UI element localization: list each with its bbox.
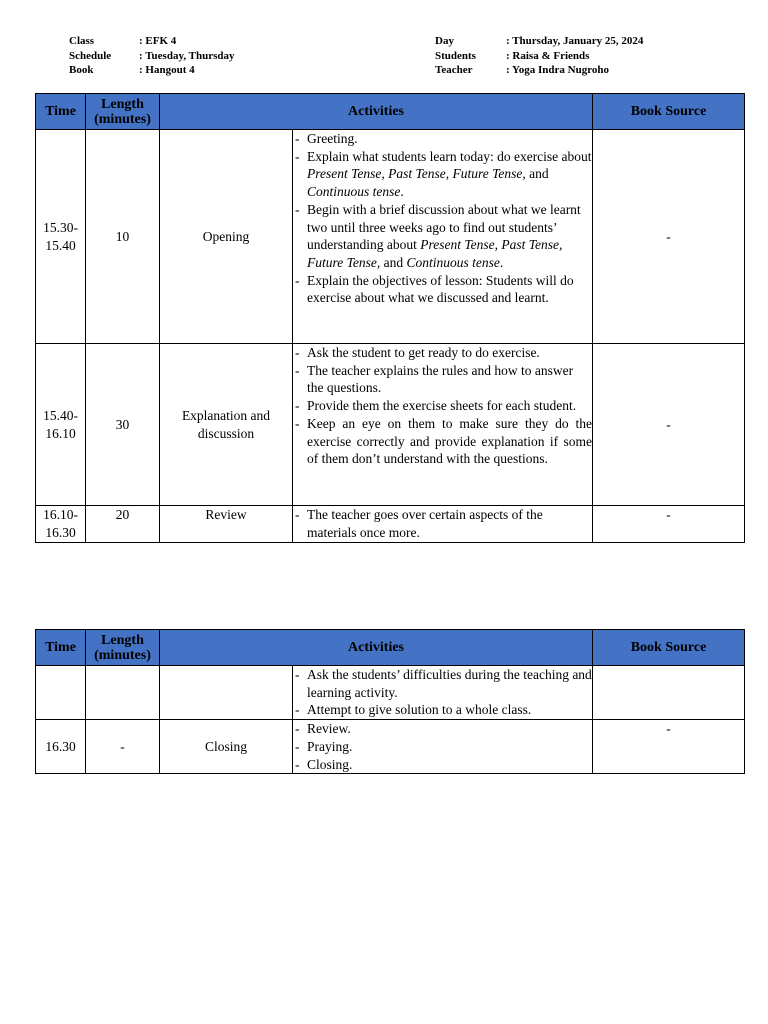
col-header-activities: Activities [160, 94, 593, 130]
info-value: : Raisa & Friends [506, 49, 590, 62]
list-item: - Attempt to give solution to a whole class. [293, 701, 592, 719]
info-row-book [69, 63, 235, 78]
book-source-cell [593, 720, 745, 774]
header-info-left [69, 34, 235, 78]
stage-line2: discussion [197, 425, 255, 441]
lesson-plan-table-2 [35, 629, 745, 774]
info-label: Book [69, 64, 94, 76]
length-cell: - [86, 720, 160, 774]
info-row-class [69, 34, 235, 49]
stage-line1: Explanation and [181, 407, 271, 423]
activities-cell [293, 666, 593, 720]
list-item: - Provide them the exercise sheets for each student. [293, 397, 592, 415]
activities-list [293, 506, 592, 541]
header-info-right [435, 34, 643, 78]
list-item: - Ask the students’ difficulties during the teaching and learning activity. [293, 666, 592, 701]
info-label: Class [69, 35, 95, 47]
list-item: - The teacher explains the rules and how to answer the questions. [293, 362, 592, 397]
info-row-teacher [435, 63, 643, 78]
col-header-length [86, 630, 160, 666]
col-header-book-source: Book Source [593, 94, 745, 130]
info-row-day [435, 34, 643, 49]
col-header-time: Time [36, 630, 86, 666]
time-cell [36, 130, 86, 344]
table-header-row [36, 94, 745, 130]
list-item: - Explain what students learn today: do exercise about Present Tense, Past Tense, Future Tense, and Continuous tense. [293, 148, 592, 201]
info-row-students [435, 49, 643, 64]
info-value: : Thursday, January 25, 2024 [506, 35, 644, 47]
col-header-length-line1: Length [101, 632, 144, 648]
table-row-explanation [36, 344, 745, 506]
col-header-length-line2: (minutes) [94, 647, 151, 663]
table-header-row [36, 630, 745, 666]
activities-list [293, 344, 592, 468]
list-item: - Begin with a brief discussion about what we learnt two until three weeks ago to find out students’ understanding about Present Tense, Past Tense, Future Tense, and Continuous tense. [293, 201, 592, 272]
table-row-continued [36, 666, 745, 720]
time-cell: 16.30 [36, 720, 86, 774]
stage-cell: Review [160, 506, 293, 543]
length-cell [86, 666, 160, 720]
col-header-book-source: Book Source [593, 630, 745, 666]
time-cell [36, 344, 86, 506]
time-end: 15.40 [45, 237, 76, 253]
col-header-time: Time [36, 94, 86, 130]
list-item: - Greeting. [293, 130, 592, 148]
time-start: 15.40- [43, 407, 78, 423]
col-header-activities: Activities [160, 630, 593, 666]
list-item: - Ask the student to get ready to do exercise. [293, 344, 592, 362]
time-cell [36, 666, 86, 720]
table-row-review [36, 506, 745, 543]
info-label: Students [435, 49, 476, 62]
info-label: Schedule [69, 49, 112, 62]
book-source-cell [593, 666, 745, 720]
activities-cell [293, 720, 593, 774]
info-value: : Tuesday, Thursday [139, 49, 235, 62]
activities-cell [293, 506, 593, 543]
activities-cell [293, 130, 593, 344]
info-label: Day [435, 35, 454, 47]
stage-cell [160, 344, 293, 506]
book-source-cell: - [593, 130, 745, 344]
info-label: Teacher [435, 64, 473, 76]
col-header-length-line2: (minutes) [94, 111, 151, 127]
list-item: - Explain the objectives of lesson: Students will do exercise about what we discussed and learnt. [293, 272, 592, 307]
length-cell: 20 [86, 506, 160, 543]
book-source-value: - [666, 721, 671, 737]
col-header-length [86, 94, 160, 130]
lesson-plan-table-1 [35, 93, 745, 543]
stage-cell: Opening [160, 130, 293, 344]
info-value: : EFK 4 [139, 35, 177, 47]
stage-cell: Closing [160, 720, 293, 774]
activities-list [293, 720, 592, 773]
time-start: 16.10- [43, 507, 78, 522]
table-row-closing [36, 720, 745, 774]
list-item: - Keep an eye on them to make sure they do the exercise correctly and provide explanation if some of them don’t understand with the questions. [293, 415, 592, 468]
activities-cell [293, 344, 593, 506]
time-end: 16.10 [45, 425, 76, 441]
time-cell [36, 506, 86, 543]
time-end: 16.30 [45, 525, 76, 540]
table-row-opening [36, 130, 745, 344]
book-source-cell: - [593, 506, 745, 543]
list-item: - The teacher goes over certain aspects of the materials once more. [293, 506, 592, 541]
length-cell: 30 [86, 344, 160, 506]
list-item: - Praying. [293, 738, 592, 756]
info-value: : Yoga Indra Nugroho [506, 64, 609, 76]
activities-list [293, 666, 592, 719]
info-row-schedule [69, 49, 235, 64]
time-start: 15.30- [43, 219, 78, 235]
col-header-length-line1: Length [101, 96, 144, 112]
info-value: : Hangout 4 [139, 64, 195, 76]
stage-cell [160, 666, 293, 720]
length-cell: 10 [86, 130, 160, 344]
activities-list [293, 130, 592, 307]
list-item: - Review. [293, 720, 592, 738]
list-item: - Closing. [293, 756, 592, 774]
book-source-cell: - [593, 344, 745, 506]
